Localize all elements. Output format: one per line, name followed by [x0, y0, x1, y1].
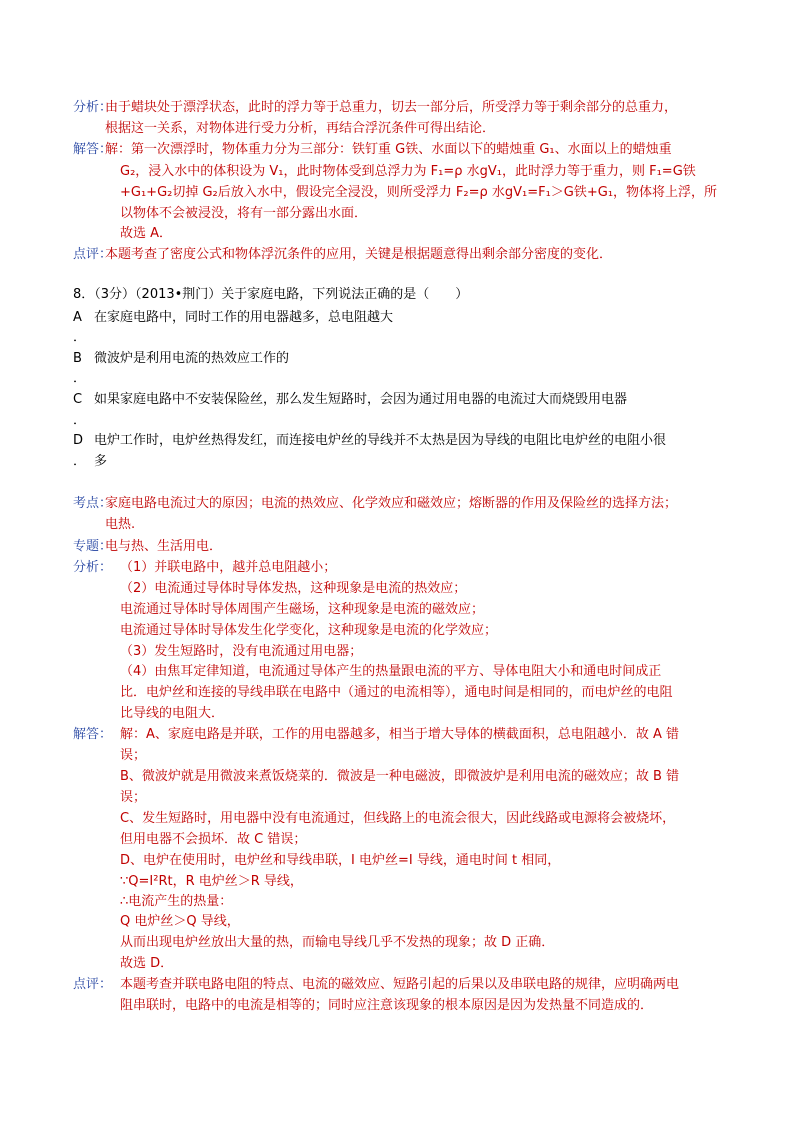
- q8-answer-line-3: [0, 766, 794, 788]
- prev-answer-line-5: [0, 223, 794, 245]
- topic-text: 电与热、生活用电．: [105, 539, 223, 554]
- answer-text: 解：A、家庭电路是并联，工作的用电器越多，相当于增大导体的横截面积，总电阻越小．故 A 错: [120, 727, 680, 742]
- analysis-text: （2）电流通过导体时导体发热，这种现象是电流的热效应；: [120, 581, 467, 596]
- analysis-label: 分析：: [73, 560, 113, 575]
- option-letter: B: [73, 351, 82, 366]
- q8-answer-line-7: [0, 850, 794, 872]
- comment-label: 点评：: [73, 247, 113, 262]
- q8-answer-line-12: [0, 953, 794, 975]
- q8-comment-line-1: [0, 974, 794, 996]
- q8-analysis-line-4: [0, 620, 794, 642]
- q8-analysis-line-1: [0, 557, 794, 579]
- answer-text: B、微波炉就是用微波来煮饭烧菜的．微波是一种电磁波，即微波炉是利用电流的磁效应；故 B 错: [120, 769, 680, 784]
- prev-answer-line-1: [0, 139, 794, 161]
- comment-text: 本题考查了密度公式和物体浮沉条件的应用，关键是根据题意得出剩余部分密度的变化．: [105, 247, 613, 262]
- answer-text: D、电炉在使用时，电炉丝和导线串联，I 电炉丝=I 导线，通电时间 t 相同，: [120, 853, 561, 868]
- comment-text: 本题考查并联电路电阻的特点、电流的磁效应、短路引起的后果以及串联电路的规律，应明确两电: [120, 977, 680, 992]
- answer-text: ∴电流产生的热量：: [120, 894, 233, 909]
- q8-answer-line-10: [0, 911, 794, 933]
- q8-answer-line-4: [0, 787, 794, 809]
- topic-line: [0, 536, 794, 558]
- answer-text: C、发生短路时，用电器中没有电流通过，但线路上的电流会很大，因此线路或电源将会被烧坏，: [120, 811, 676, 826]
- option-dot: ．: [73, 413, 87, 428]
- prev-answer-line-3: [0, 182, 794, 204]
- analysis-text: （1）并联电路中，越并总电阻越小；: [120, 560, 337, 575]
- option-d-line-2: [0, 451, 794, 473]
- prev-analysis-line-1: [0, 97, 794, 119]
- point-label: 考点：: [73, 496, 113, 511]
- q8-comment-line-2: [0, 995, 794, 1017]
- q8-answer-line-9: [0, 891, 794, 913]
- prev-answer-line-4: [0, 203, 794, 225]
- option-text: 如果家庭电路中不安装保险丝，那么发生短路时，会因为通过用电器的电流过大而烧毁用电器: [94, 392, 628, 407]
- option-b-dot: [0, 368, 794, 390]
- option-text: 在家庭电路中，同时工作的用电器越多，总电阻越大: [94, 310, 394, 325]
- option-a: [0, 307, 794, 329]
- option-dot: ．: [73, 371, 87, 386]
- q8-analysis-line-6: [0, 661, 794, 683]
- answer-text: +G₁+G₂切掉 G₂后放入水中，假设完全浸没，则所受浮力 F₂=ρ 水gV₁=F₁＞G铁+G₁，物体将上浮，所: [120, 185, 718, 200]
- answer-label: 解答：: [73, 727, 113, 742]
- answer-text: G₂，浸入水中的体积设为 V₁，此时物体受到总浮力为 F₁=ρ 水gV₁，此时浮力等于重力，则 F₁=G铁: [120, 164, 696, 179]
- prev-comment-line: [0, 244, 794, 266]
- answer-text: 但用电器不会损坏．故 C 错误；: [120, 832, 307, 847]
- option-d: [0, 430, 794, 452]
- q8-answer-line-8: [0, 871, 794, 893]
- option-c-dot: [0, 410, 794, 432]
- analysis-text: 比．电炉丝和连接的导线串联在电路中（通过的电流相等），通电时间是相同的，而电炉丝的电阻: [120, 685, 673, 700]
- option-c: [0, 389, 794, 411]
- q8-answer-line-2: [0, 745, 794, 767]
- answer-label: 解答：: [73, 142, 113, 157]
- answer-text: Q 电炉丝＞Q 导线，: [120, 914, 240, 929]
- option-b: [0, 348, 794, 370]
- answer-text: 误；: [120, 748, 147, 763]
- answer-text: 解：第一次漂浮时，物体重力分为三部分：铁钉重 G铁、水面以下的蜡烛重 G₁、水面以上的蜡烛重: [105, 142, 672, 157]
- q8-answer-line-6: [0, 829, 794, 851]
- comment-text: 阻串联时，电路中的电流是相等的；同时应注意该现象的根本原因是因为发热量不同造成的．: [120, 998, 654, 1013]
- q8-analysis-line-5: [0, 641, 794, 663]
- analysis-text: （3）发生短路时，没有电流通过用电器；: [120, 644, 363, 659]
- analysis-label: 分析：: [73, 100, 113, 115]
- q8-answer-line-5: [0, 808, 794, 830]
- q8-analysis-line-2: [0, 578, 794, 600]
- answer-text: 误；: [120, 790, 147, 805]
- option-dot: ．: [73, 330, 87, 345]
- analysis-text: 根据这一关系，对物体进行受力分析，再结合浮沉条件可得出结论．: [105, 121, 496, 136]
- analysis-text: 比导线的电阻大．: [120, 706, 225, 721]
- question-stem-text: 8．（3分）（2013•荆门）关于家庭电路，下列说法正确的是（ ）: [73, 287, 469, 302]
- point-text: 电热.: [105, 517, 136, 532]
- option-text: 多: [94, 454, 108, 469]
- q8-analysis-line-7: [0, 682, 794, 704]
- option-letter: A: [73, 310, 82, 325]
- analysis-text: 由于蜡块处于漂浮状态，此时的浮力等于总重力，切去一部分后，所受浮力等于剩余部分的总重力，: [105, 100, 678, 115]
- answer-text: 从而出现电炉丝放出大量的热，而输电导线几乎不发热的现象；故 D 正确．: [120, 935, 555, 950]
- q8-answer-line-1: [0, 724, 794, 746]
- point-text: 家庭电路电流过大的原因；电流的热效应、化学效应和磁效应；熔断器的作用及保险丝的选择方法；: [105, 496, 678, 511]
- answer-text: 故选 A．: [120, 226, 173, 241]
- option-text: 电炉工作时，电炉丝热得发红，而连接电炉丝的导线并不太热是因为导线的电阻比电炉丝的电阻小很: [94, 433, 667, 448]
- q8-analysis-line-3: [0, 599, 794, 621]
- option-text: 微波炉是利用电流的热效应工作的: [94, 351, 290, 366]
- option-letter: C: [73, 392, 83, 407]
- option-a-dot: [0, 327, 794, 349]
- option-letter: D: [73, 433, 84, 448]
- topic-label: 专题：: [73, 539, 113, 554]
- point-line-1: [0, 493, 794, 515]
- answer-text: 以物体不会被浸没，将有一部分露出水面．: [120, 206, 368, 221]
- prev-analysis-line-2: [0, 118, 794, 140]
- analysis-text: 电流通过导体时导体周围产生磁场，这种现象是电流的磁效应；: [120, 602, 485, 617]
- answer-text: 故选 D．: [120, 956, 174, 971]
- answer-text: ∵Q=I²Rt，R 电炉丝＞R 导线，: [120, 874, 303, 889]
- q8-answer-line-11: [0, 932, 794, 954]
- prev-answer-line-2: [0, 161, 794, 183]
- question-stem: [0, 284, 794, 306]
- q8-analysis-line-8: [0, 703, 794, 725]
- point-line-2: [0, 514, 794, 536]
- analysis-text: （4）由焦耳定律知道，电流通过导体产生的热量跟电流的平方、导体电阻大小和通电时间成正: [120, 664, 662, 679]
- comment-label: 点评：: [73, 977, 113, 992]
- option-dot: ．: [73, 454, 87, 469]
- analysis-text: 电流通过导体时导体发生化学变化，这种现象是电流的化学效应；: [120, 623, 498, 638]
